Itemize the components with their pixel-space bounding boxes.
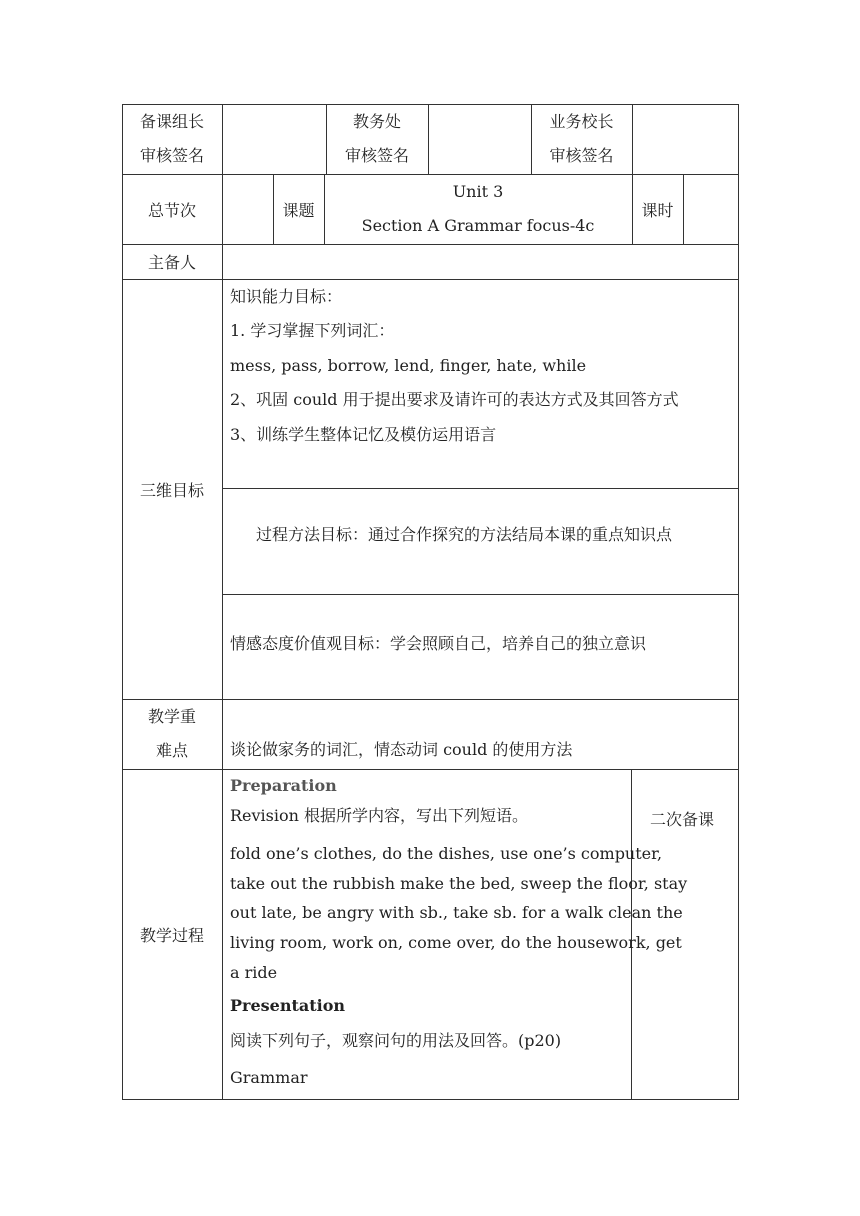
knowledge-goal-item-1: 1. 学习掌握下列词汇：: [230, 321, 395, 340]
phrase-line: a ride: [230, 963, 278, 982]
vocabulary-list: mess, pass, borrow, lend, finger, hate, while: [230, 356, 587, 375]
presentation-heading: Presentation: [230, 996, 345, 1015]
principal-signature-field[interactable]: [632, 104, 738, 174]
process-method-goal: 过程方法目标：通过合作探究的方法结局本课的重点知识点: [256, 525, 673, 544]
knowledge-goal-item-3: 3、训练学生整体记忆及模仿运用语言: [230, 425, 497, 444]
second-preparation-notes-field[interactable]: [632, 840, 738, 1098]
principal-signature-label: 业务校长 审核签名: [549, 112, 614, 165]
key-points-label: 教学重 难点: [147, 707, 196, 760]
group-leader-signature-label: 备课组长 审核签名: [139, 112, 204, 165]
total-sessions-label: 总节次: [147, 200, 196, 220]
phrase-line: take out the rubbish make the bed, sweep the floor, stay: [230, 874, 688, 893]
topic-title: [324, 174, 632, 244]
key-points-content: 谈论做家务的词汇，情态动词 could 的使用方法: [230, 740, 573, 759]
class-hours-label: 课时: [641, 200, 674, 220]
knowledge-goal-item-2: 2、巩固 could 用于提出要求及请许可的表达方式及其回答方式: [230, 390, 679, 409]
academic-office-signature-label: 教务处 审核签名: [344, 112, 409, 165]
reading-instruction: 阅读下列句子，观察问句的用法及回答。(p20): [230, 1031, 562, 1050]
lead-preparer-label: 主备人: [147, 253, 196, 272]
preparation-heading: Preparation: [230, 776, 337, 795]
phrase-line: out late, be angry with sb., take sb. for a walk clean the: [230, 903, 683, 922]
academic-office-signature-field[interactable]: [428, 104, 531, 174]
topic-unit: Unit 3: [452, 182, 504, 201]
knowledge-goal-title: 知识能力目标：: [230, 287, 343, 306]
goals-label: 三维目标: [139, 480, 204, 500]
topic-label: 课题: [282, 200, 315, 220]
teaching-process-label: 教学过程: [139, 925, 204, 945]
group-leader-signature-field[interactable]: [222, 104, 326, 174]
emotion-attitude-goal: 情感态度价值观目标：学会照顾自己，培养自己的独立意识: [230, 634, 647, 653]
lead-preparer-field[interactable]: [222, 244, 738, 279]
total-sessions-field[interactable]: [222, 174, 273, 244]
class-hours-field[interactable]: [683, 174, 738, 244]
revision-instruction: Revision 根据所学内容，写出下列短语。: [230, 806, 529, 825]
phrase-line: fold one’s clothes, do the dishes, use one’s computer,: [230, 844, 663, 863]
topic-section: Section A Grammar focus-4c: [361, 216, 595, 235]
grammar-label: Grammar: [230, 1068, 308, 1087]
second-preparation-label: 二次备课: [650, 810, 715, 829]
phrase-line: living room, work on, come over, do the housework, get: [230, 933, 682, 952]
